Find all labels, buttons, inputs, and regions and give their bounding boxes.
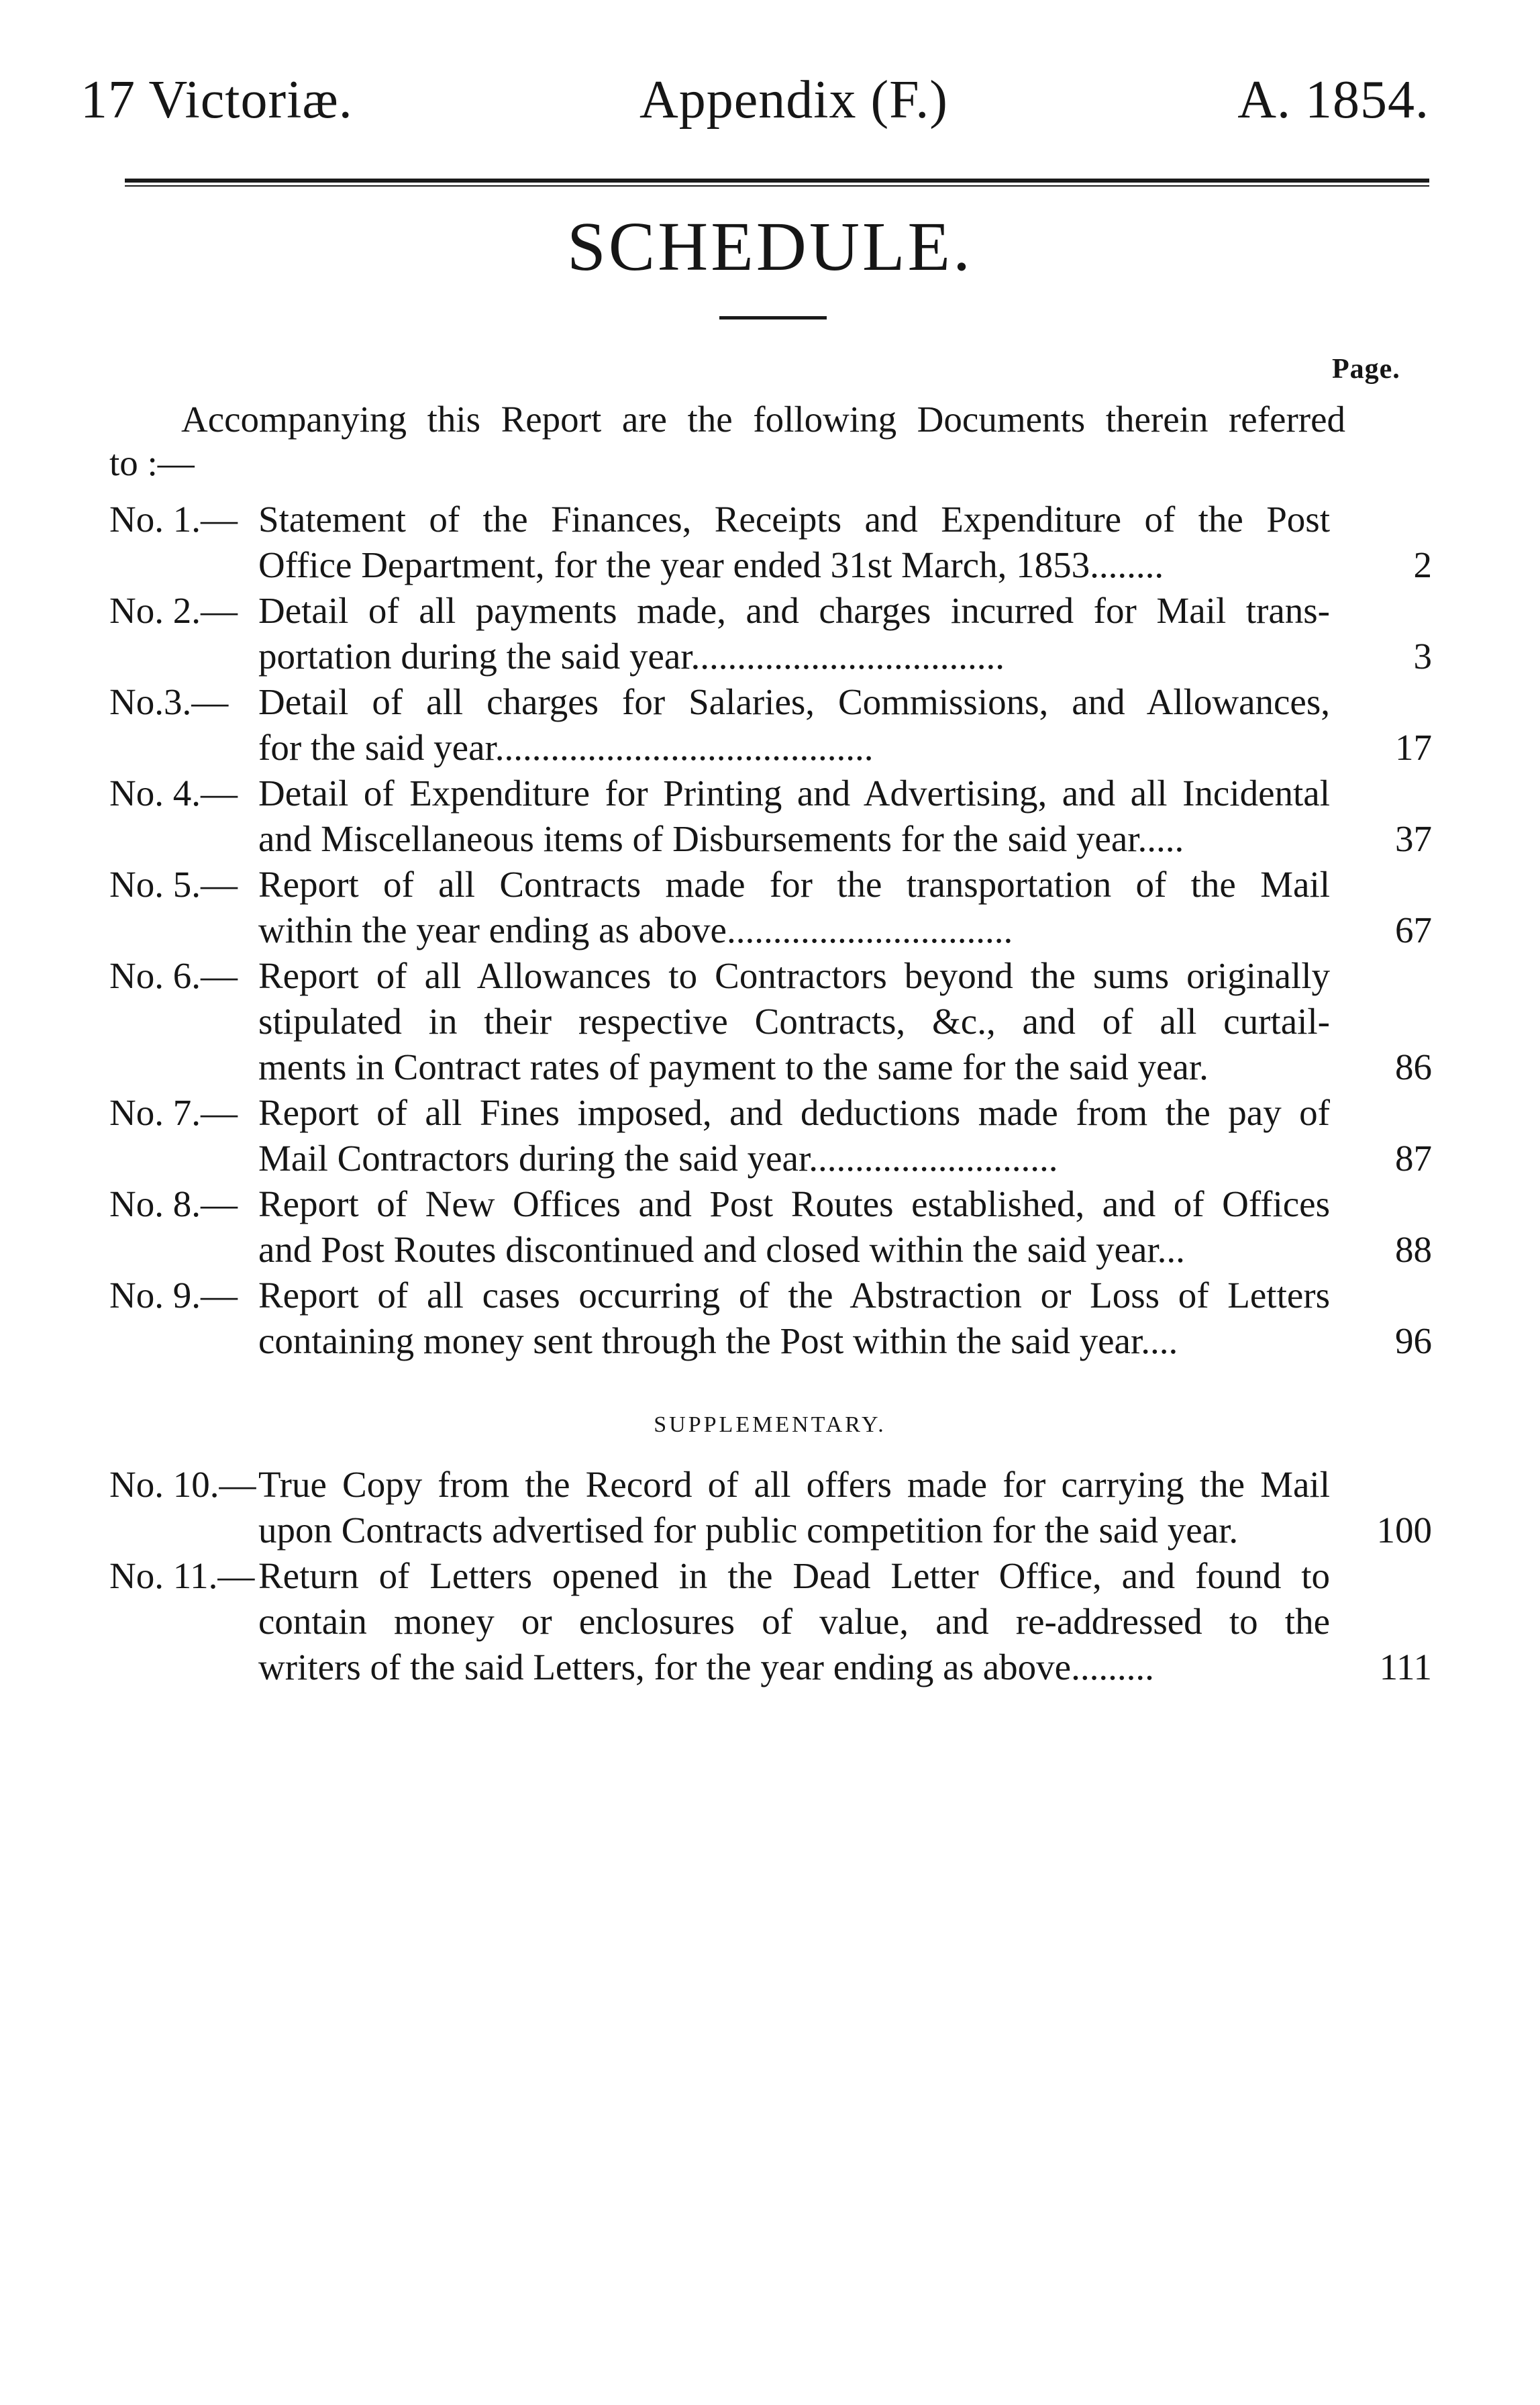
header-appendix: Appendix (F.) xyxy=(639,70,948,130)
entry-page-number: 88 xyxy=(1395,1229,1432,1270)
entry-line xyxy=(109,1181,1432,1227)
entry-number: No. 6.— xyxy=(109,955,238,996)
entry-line xyxy=(109,1090,1432,1136)
entry-number: No. 7.— xyxy=(109,1092,238,1133)
entry-number: No. 4.— xyxy=(109,773,238,814)
entry-number: No. 10.— xyxy=(109,1464,256,1505)
entry-text: Return of Letters opened in the Dead Letter Office, and found to xyxy=(258,1555,1330,1596)
schedule-entry xyxy=(109,679,1432,771)
intro-line-1: Accompanying this Report are the following Documents therein referred xyxy=(181,399,1345,440)
schedule-entry xyxy=(109,1090,1432,1181)
header-session: 17 Victoriæ. xyxy=(81,70,353,130)
schedule-entry xyxy=(109,953,1432,1090)
entry-text: stipulated in their respective Contracts, &c., and of all curtail- xyxy=(258,1001,1330,1042)
entry-text: Statement of the Finances, Receipts and Expenditure of the Post xyxy=(258,499,1330,540)
entry-number: No. 1.— xyxy=(109,499,238,540)
schedule-entry xyxy=(109,862,1432,953)
entry-text: contain money or enclosures of value, and re-addressed to the xyxy=(258,1601,1330,1642)
schedule-entry xyxy=(109,771,1432,862)
entry-text: Mail Contractors during the said year........................... xyxy=(258,1138,1058,1179)
entry-text: Report of all Contracts made for the transportation of the Mail xyxy=(258,864,1330,905)
supplementary-heading: SUPPLEMENTARY. xyxy=(654,1412,886,1437)
entry-number: No. 11.— xyxy=(109,1555,255,1596)
entry-number: No. 2.— xyxy=(109,590,238,631)
entry-number: No. 9.— xyxy=(109,1275,238,1316)
entry-text: Detail of all charges for Salaries, Commissions, and Allowances, xyxy=(258,681,1330,722)
entry-text: Detail of all payments made, and charges incurred for Mail trans- xyxy=(258,590,1330,631)
entry-line xyxy=(109,679,1432,725)
entry-line xyxy=(109,1318,1432,1364)
entry-text: upon Contracts advertised for public competition for the said year. xyxy=(258,1510,1239,1551)
entry-text: and Post Routes discontinued and closed within the said year... xyxy=(258,1229,1185,1270)
entry-text: for the said year......................................... xyxy=(258,727,874,768)
entry-text: portation during the said year.................................. xyxy=(258,636,1005,677)
header-rule-thin xyxy=(125,185,1429,187)
entry-text: Report of New Offices and Post Routes established, and of Offices xyxy=(258,1183,1330,1224)
entry-line xyxy=(109,588,1432,634)
entry-line xyxy=(109,542,1432,588)
header-year: A. 1854. xyxy=(1237,70,1429,130)
schedule-entry xyxy=(109,1181,1432,1273)
running-header xyxy=(81,70,1429,130)
entry-text: Report of all Allowances to Contractors beyond the sums originally xyxy=(258,955,1330,996)
page-title: SCHEDULE. xyxy=(566,208,974,285)
entry-page-number: 37 xyxy=(1395,818,1432,859)
header-rule-thick xyxy=(125,179,1429,183)
entry-text: writers of the said Letters, for the year ending as above......... xyxy=(258,1647,1154,1687)
entry-page-number: 111 xyxy=(1379,1647,1432,1687)
entry-line xyxy=(109,1508,1432,1553)
schedule-entry xyxy=(109,588,1432,679)
schedule-entry xyxy=(109,1462,1432,1553)
entry-line xyxy=(109,862,1432,907)
entry-number: No. 8.— xyxy=(109,1183,238,1224)
entry-line xyxy=(109,725,1432,771)
entry-page-number: 2 xyxy=(1413,544,1432,585)
entry-text: True Copy from the Record of all offers made for carrying the Mail xyxy=(258,1464,1330,1505)
entry-text: containing money sent through the Post within the said year.... xyxy=(258,1320,1178,1361)
entry-page-number: 100 xyxy=(1376,1510,1432,1551)
entry-line xyxy=(109,634,1432,679)
entry-line xyxy=(109,1462,1432,1508)
entry-page-number: 3 xyxy=(1413,636,1432,677)
schedule-list xyxy=(109,497,1432,1364)
entry-line xyxy=(109,907,1432,953)
entry-line xyxy=(109,1599,1432,1645)
entry-text: Report of all cases occurring of the Abstraction or Loss of Letters xyxy=(258,1275,1330,1316)
entry-line xyxy=(109,1136,1432,1181)
entry-line xyxy=(109,771,1432,816)
entry-text: Office Department, for the year ended 31st March, 1853........ xyxy=(258,544,1164,585)
entry-page-number: 87 xyxy=(1395,1138,1432,1179)
entry-line xyxy=(109,1273,1432,1318)
entry-text: within the year ending as above............................... xyxy=(258,910,1013,950)
entry-text: ments in Contract rates of payment to the same for the said year. xyxy=(258,1046,1209,1087)
entry-line xyxy=(109,1645,1432,1690)
entry-line xyxy=(109,1227,1432,1273)
entry-line xyxy=(109,1553,1432,1599)
title-divider xyxy=(719,316,827,320)
page-column-heading: Page. xyxy=(1332,354,1400,385)
entry-page-number: 17 xyxy=(1395,727,1432,768)
schedule-entry xyxy=(109,1553,1432,1690)
intro-line-2: to :— xyxy=(109,442,195,483)
schedule-entry xyxy=(109,497,1432,588)
entry-text: Report of all Fines imposed, and deductions made from the pay of xyxy=(258,1092,1330,1133)
entry-line xyxy=(109,953,1432,999)
entry-text: Detail of Expenditure for Printing and Advertising, and all Incidental xyxy=(258,773,1330,814)
entry-line xyxy=(109,999,1432,1044)
entry-number: No. 5.— xyxy=(109,864,238,905)
schedule-entry xyxy=(109,1273,1432,1364)
supplementary-list xyxy=(109,1462,1432,1690)
entry-text: and Miscellaneous items of Disbursements for the said year..... xyxy=(258,818,1184,859)
entry-line xyxy=(109,1044,1432,1090)
entry-number: No.3.— xyxy=(109,681,229,722)
entry-page-number: 96 xyxy=(1395,1320,1432,1361)
entry-line xyxy=(109,816,1432,862)
entry-page-number: 67 xyxy=(1395,910,1432,950)
entry-page-number: 86 xyxy=(1395,1046,1432,1087)
entry-line xyxy=(109,497,1432,542)
